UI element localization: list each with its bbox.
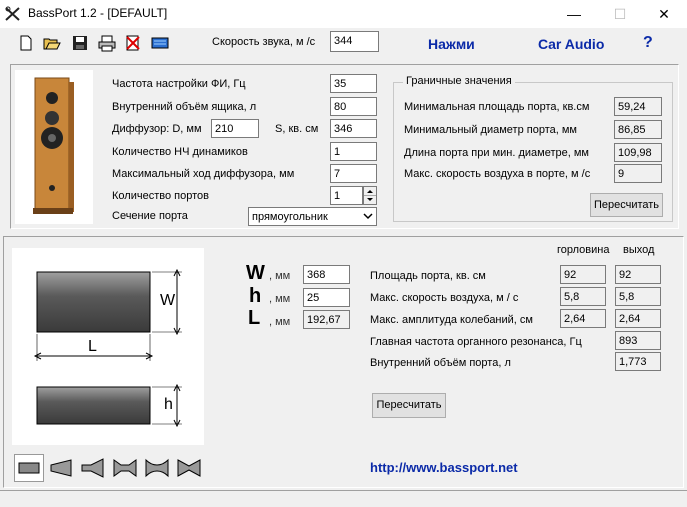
limit-value-1: 86,85	[614, 120, 662, 139]
keyboard-icon[interactable]	[151, 34, 169, 52]
tuning-freq-input[interactable]: 35	[330, 74, 377, 93]
diffuser-input[interactable]: 210	[211, 119, 259, 138]
new-file-icon[interactable]	[17, 34, 35, 52]
result-throat-2: 2,64	[560, 309, 606, 328]
sound-speed-input[interactable]: 344	[330, 31, 379, 52]
l-value: 192,67	[303, 310, 350, 329]
diagram-w-label: W	[160, 292, 176, 309]
ports-label: Количество портов	[112, 190, 209, 202]
result-label-0: Площадь порта, кв. см	[370, 270, 486, 282]
status-bar-divider	[0, 490, 687, 491]
l-letter: L	[248, 307, 261, 329]
save-icon[interactable]	[71, 34, 89, 52]
result-exit-0: 92	[615, 265, 661, 284]
limit-label-1: Минимальный диаметр порта, мм	[404, 124, 577, 136]
close-button[interactable]: ✕	[658, 6, 670, 22]
excursion-label: Максимальный ход диффузора, мм	[112, 168, 295, 180]
resonance-value: 893	[615, 331, 661, 350]
h-input[interactable]: 25	[303, 288, 350, 307]
exit-column-header: выход	[623, 244, 655, 256]
flared-exit-port-icon[interactable]	[47, 456, 75, 480]
pinched-port-icon[interactable]	[175, 456, 203, 480]
delete-icon[interactable]	[124, 34, 142, 52]
w-letter: W	[246, 262, 265, 284]
chevron-down-icon[interactable]	[362, 210, 374, 222]
section-label: Сечение порта	[112, 210, 188, 222]
drivers-label: Количество НЧ динамиков	[112, 146, 248, 158]
diffuser-label: Диффузор: D, мм	[112, 123, 202, 135]
straight-port-icon[interactable]	[15, 456, 43, 480]
tuning-freq-label: Частота настройки ФИ, Гц	[112, 78, 246, 90]
speaker-cabinet-icon	[30, 76, 76, 216]
resonance-label: Главная частота органного резонанса, Гц	[370, 336, 582, 348]
website-link[interactable]: http://www.bassport.net	[370, 460, 518, 475]
s-input[interactable]: 346	[330, 119, 377, 138]
diagram-l-label: L	[88, 338, 97, 355]
port-volume-label: Внутренний объём порта, л	[370, 357, 511, 369]
sound-speed-label: Скорость звука, м /с	[212, 36, 316, 48]
section-select[interactable]	[248, 207, 377, 226]
limit-value-2: 109,98	[614, 143, 662, 162]
app-icon	[4, 5, 22, 23]
box-volume-input[interactable]: 80	[330, 97, 377, 116]
press-button[interactable]: Нажми	[428, 36, 475, 52]
limit-label-2: Длина порта при мин. диаметре, мм	[404, 147, 589, 159]
h-unit: , мм	[269, 293, 291, 305]
l-unit: , мм	[269, 316, 291, 328]
limits-recalc-button[interactable]: Пересчитать	[590, 193, 663, 217]
excursion-input[interactable]: 7	[330, 164, 377, 183]
box-volume-label: Внутренний объём ящика, л	[112, 101, 257, 113]
limit-value-3: 9	[614, 164, 662, 183]
port-volume-value: 1,773	[615, 352, 661, 371]
limits-title: Граничные значения	[403, 75, 515, 87]
minimize-button[interactable]: —	[567, 6, 581, 22]
limit-value-0: 59,24	[614, 97, 662, 116]
result-label-1: Макс. скорость воздуха, м / с	[370, 292, 519, 304]
result-exit-2: 2,64	[615, 309, 661, 328]
diagram-h-label: h	[164, 396, 173, 413]
ports-input[interactable]: 1	[330, 186, 363, 205]
result-label-2: Макс. амплитуда колебаний, см	[370, 314, 533, 326]
limit-label-0: Минимальная площадь порта, кв.см	[404, 101, 590, 113]
window-title: BassPort 1.2 - [DEFAULT]	[28, 6, 168, 20]
maximize-button[interactable]: ☐	[613, 6, 627, 22]
open-folder-icon[interactable]	[43, 34, 61, 52]
spinner-arrows-icon	[364, 187, 376, 204]
limit-label-3: Макс. скорость воздуха в порте, м /с	[404, 168, 591, 180]
bell-port-icon[interactable]	[143, 456, 171, 480]
result-exit-1: 5,8	[615, 287, 661, 306]
ports-spinner[interactable]	[363, 186, 377, 205]
results-recalc-button[interactable]: Пересчитать	[372, 393, 446, 418]
section-select-value: прямоугольник	[252, 211, 328, 223]
port-dimensions-diagram	[12, 248, 204, 445]
car-audio-link[interactable]: Car Audio	[538, 36, 605, 52]
throat-column-header: горловина	[557, 244, 610, 256]
w-unit: , мм	[269, 270, 291, 282]
drivers-input[interactable]: 1	[330, 142, 377, 161]
w-input[interactable]: 368	[303, 265, 350, 284]
h-letter: h	[249, 285, 262, 307]
print-icon[interactable]	[98, 34, 116, 52]
horn-port-icon[interactable]	[79, 456, 107, 480]
help-button[interactable]: ?	[643, 34, 653, 51]
double-flared-port-icon[interactable]	[111, 456, 139, 480]
s-label: S, кв. см	[275, 123, 319, 135]
result-throat-1: 5,8	[560, 287, 606, 306]
result-throat-0: 92	[560, 265, 606, 284]
